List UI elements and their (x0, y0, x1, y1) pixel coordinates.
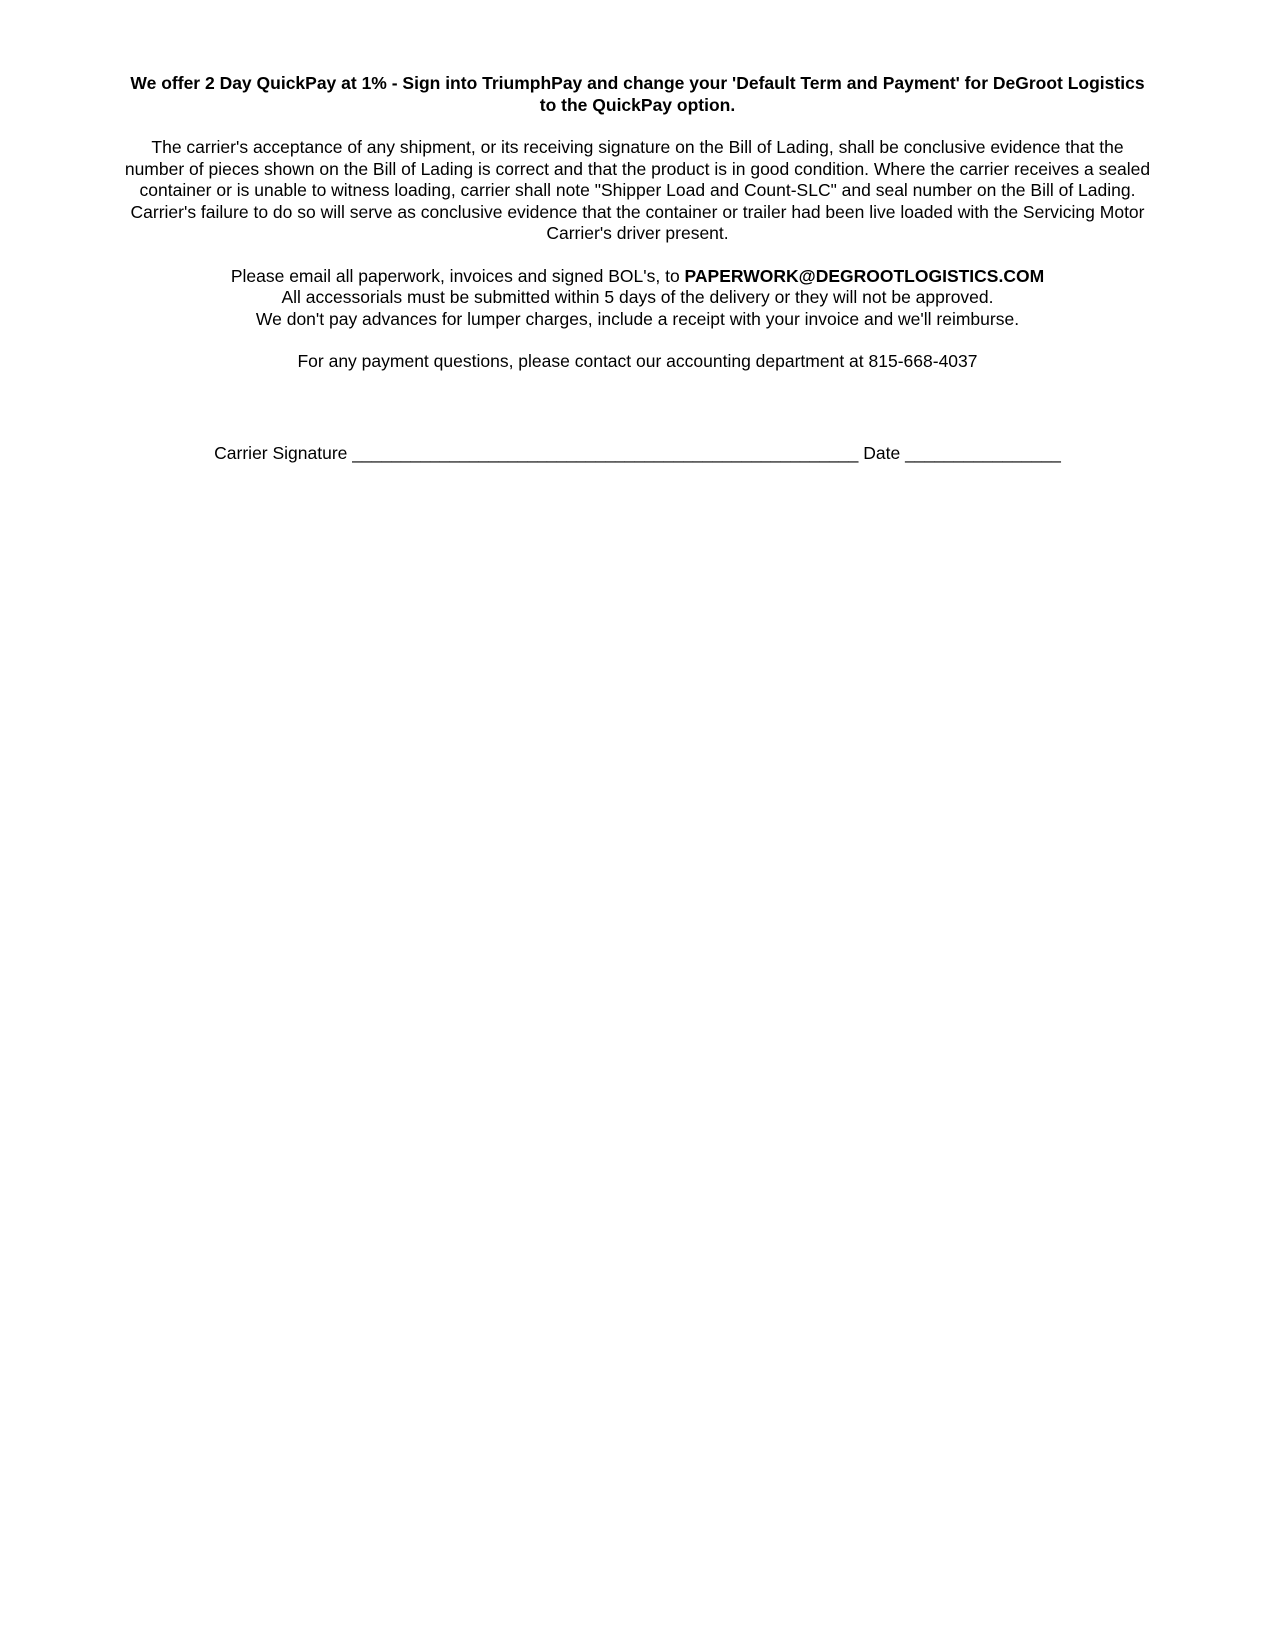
terms-line: The carrier's acceptance of any shipment, or its receiving signature on the Bill of Lading, shall be conclusive evidence that the (151, 137, 1124, 157)
paperwork-email-prefix: Please email all paperwork, invoices and signed BOL's, to (230, 265, 685, 286)
date-label: Date (863, 443, 901, 463)
terms-line: Carrier's driver present. (546, 223, 729, 243)
carrier-terms-paragraph (80, 137, 1195, 245)
terms-line: container or is unable to witness loading, carrier shall note "Shipper Load and Count-SLC" and seal number on the Bill of Lading. (139, 180, 1136, 200)
quickpay-notice-line-1: We offer 2 Day QuickPay at 1% - Sign into TriumphPay and change your 'Default Term and Payment' for DeGroot Logistics (130, 73, 1145, 93)
payment-questions: For any payment questions, please contact our accounting department at 815-668-4037 (297, 351, 978, 371)
paperwork-instructions (80, 266, 1195, 331)
accessorials-notice: All accessorials must be submitted within 5 days of the delivery or they will not be approved. (281, 287, 994, 307)
paperwork-email-line (80, 266, 1195, 288)
carrier-signature-line[interactable]: ____________________________________________________ (352, 443, 859, 463)
date-line[interactable]: ________________ (905, 443, 1061, 463)
quickpay-notice (80, 72, 1195, 116)
quickpay-notice-line-2: to the QuickPay option. (539, 95, 736, 115)
carrier-signature-label: Carrier Signature (214, 443, 348, 463)
document-body (80, 72, 1195, 372)
lumper-notice: We don't pay advances for lumper charges, include a receipt with your invoice and we'll reimburse. (255, 308, 1020, 329)
terms-line: Carrier's failure to do so will serve as conclusive evidence that the container or trailer had been live loaded with the Servicing Motor (130, 201, 1145, 222)
terms-line: number of pieces shown on the Bill of Lading is correct and that the product is in good condition. Where the carrier receives a sealed (124, 158, 1151, 179)
signature-row (0, 442, 1275, 464)
paperwork-email-address: PAPERWORK@DEGROOTLOGISTICS.COM (684, 265, 1045, 286)
